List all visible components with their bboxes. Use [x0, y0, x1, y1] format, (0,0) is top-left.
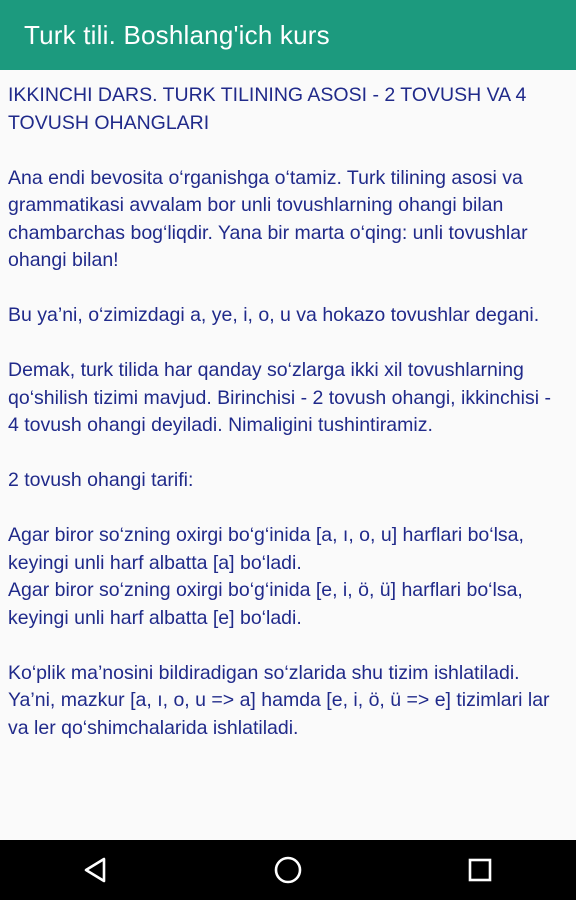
paragraph-rule-e: Agar biror so‘zning oxirgi bo‘g‘inida [e, i, ö, ü] harflari bo‘lsa, keyingi unli harf albatta [e] bo‘ladi. [8, 579, 529, 629]
lesson-text [0, 70, 576, 742]
home-circle-icon [273, 855, 303, 885]
paragraph-intro: Ana endi bevosita o‘rganishga o‘tamiz. Turk tilining asosi va grammatikasi avvalam bor unli tovushlarning ohangi bilan chambarchas bog‘liqdir. Yana bir marta o‘qing: unli tovushlar ohangi bilan! [8, 166, 533, 271]
paragraph-definition-title: 2 tovush ohangi tarifi: [8, 469, 194, 491]
lesson-heading: IKKINCHI DARS. TURK TILINING ASOSI - 2 TOVUSH VA 4 TOVUSH OHANGLARI [8, 84, 532, 134]
paragraph-rule-a: Agar biror so‘zning oxirgi bo‘g‘inida [a, ı, o, u] harflari bo‘lsa, keyingi unli harf albatta [a] bo‘ladi. [8, 524, 530, 574]
paragraph-systems: Demak, turk tilida har qanday so‘zlarga ikki xil tovushlarning qo‘shilish tizimi mavjud. Birinchisi - 2 tovush ohangi, ikkinchisi - 4 tovush ohangi deyiladi. Nimaligini tushintiramiz. [8, 359, 557, 436]
recents-square-icon [467, 857, 493, 883]
paragraph-plural: Ko‘plik ma’nosini bildiradigan so‘zlarida shu tizim ishlatiladi. Ya’ni, mazkur [a, ı, o, u => a] hamda [e, i, ö, ü => e] tizimlari lar va ler qo‘shimchalarida ishlatiladi. [8, 661, 555, 739]
recents-button[interactable] [450, 840, 510, 900]
lesson-content[interactable] [0, 70, 576, 840]
app-title: Turk tili. Boshlang'ich kurs [24, 19, 330, 50]
navigation-bar [0, 840, 576, 900]
back-button[interactable] [66, 840, 126, 900]
paragraph-vowels: Bu ya’ni, o‘zimizdagi a, ye, i, o, u va hokazo tovushlar degani. [8, 304, 540, 326]
home-button[interactable] [258, 840, 318, 900]
app-bar [0, 0, 576, 70]
back-triangle-icon [82, 856, 110, 884]
